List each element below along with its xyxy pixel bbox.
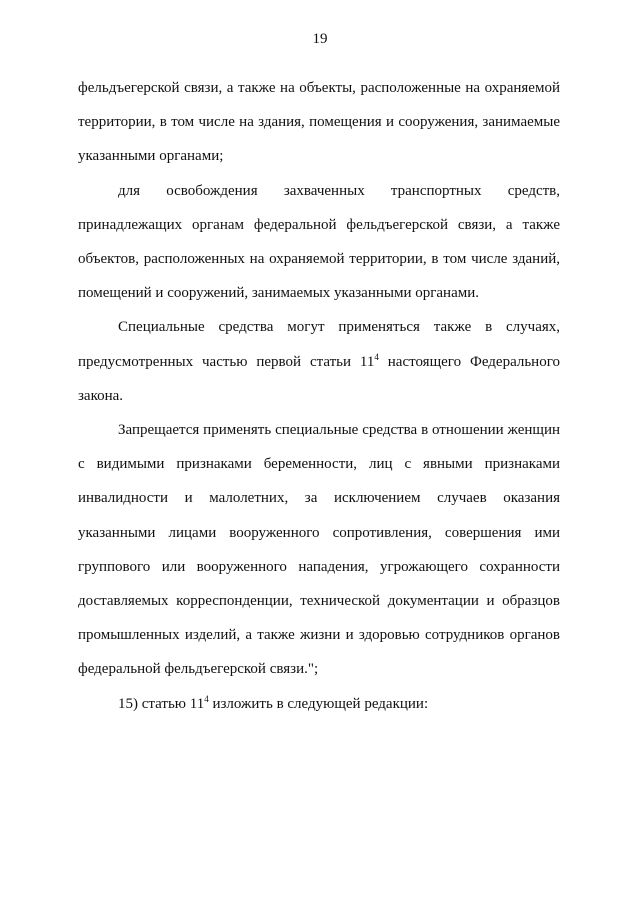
paragraph-text: 15) статью 11 bbox=[118, 695, 205, 712]
paragraph-item-15 bbox=[78, 687, 560, 721]
paragraph-release-vehicles: для освобождения захваченных транспортных средств, принадлежащих органам федеральной фельдъегерской связи, а также объектов, расположенных на охраняемой территории, в том числе зданий, помещений и сооружений, занимаемых указанными органами. bbox=[78, 182, 560, 302]
paragraph-special-means-cases bbox=[78, 310, 560, 413]
document-body bbox=[78, 71, 560, 721]
paragraph-prohibition: Запрещается применять специальные средства в отношении женщин с видимыми признаками беременности, лиц с явными признаками инвалидности и малолетних, за исключением случаев оказания указанными лицами вооруженного сопротивления, совершения ими группового или вооруженного нападения, угрожающего сохранности доставляемых корреспонденции, технической документации и образцов промышленных изделий, а также жизни и здоровью сотрудников органов федеральной фельдъегерской связи."; bbox=[78, 422, 560, 678]
article-superscript: 4 bbox=[374, 351, 379, 362]
page-number: 19 bbox=[312, 31, 328, 47]
paragraph-text: изложить в следующей редакции: bbox=[208, 695, 429, 712]
paragraph-continuation: фельдъегерской связи, а также на объекты, расположенные на охраняемой территории, в том числе на здания, помещения и сооружения, занимаемые указанными органами; bbox=[78, 80, 560, 165]
paragraph-text: Специальные средства могут применяться также в случаях, предусмотренных частью первой статьи 11 bbox=[78, 319, 560, 370]
paragraph-text: настоящего Федерального закона. bbox=[78, 353, 560, 404]
article-superscript: 4 bbox=[204, 693, 209, 704]
